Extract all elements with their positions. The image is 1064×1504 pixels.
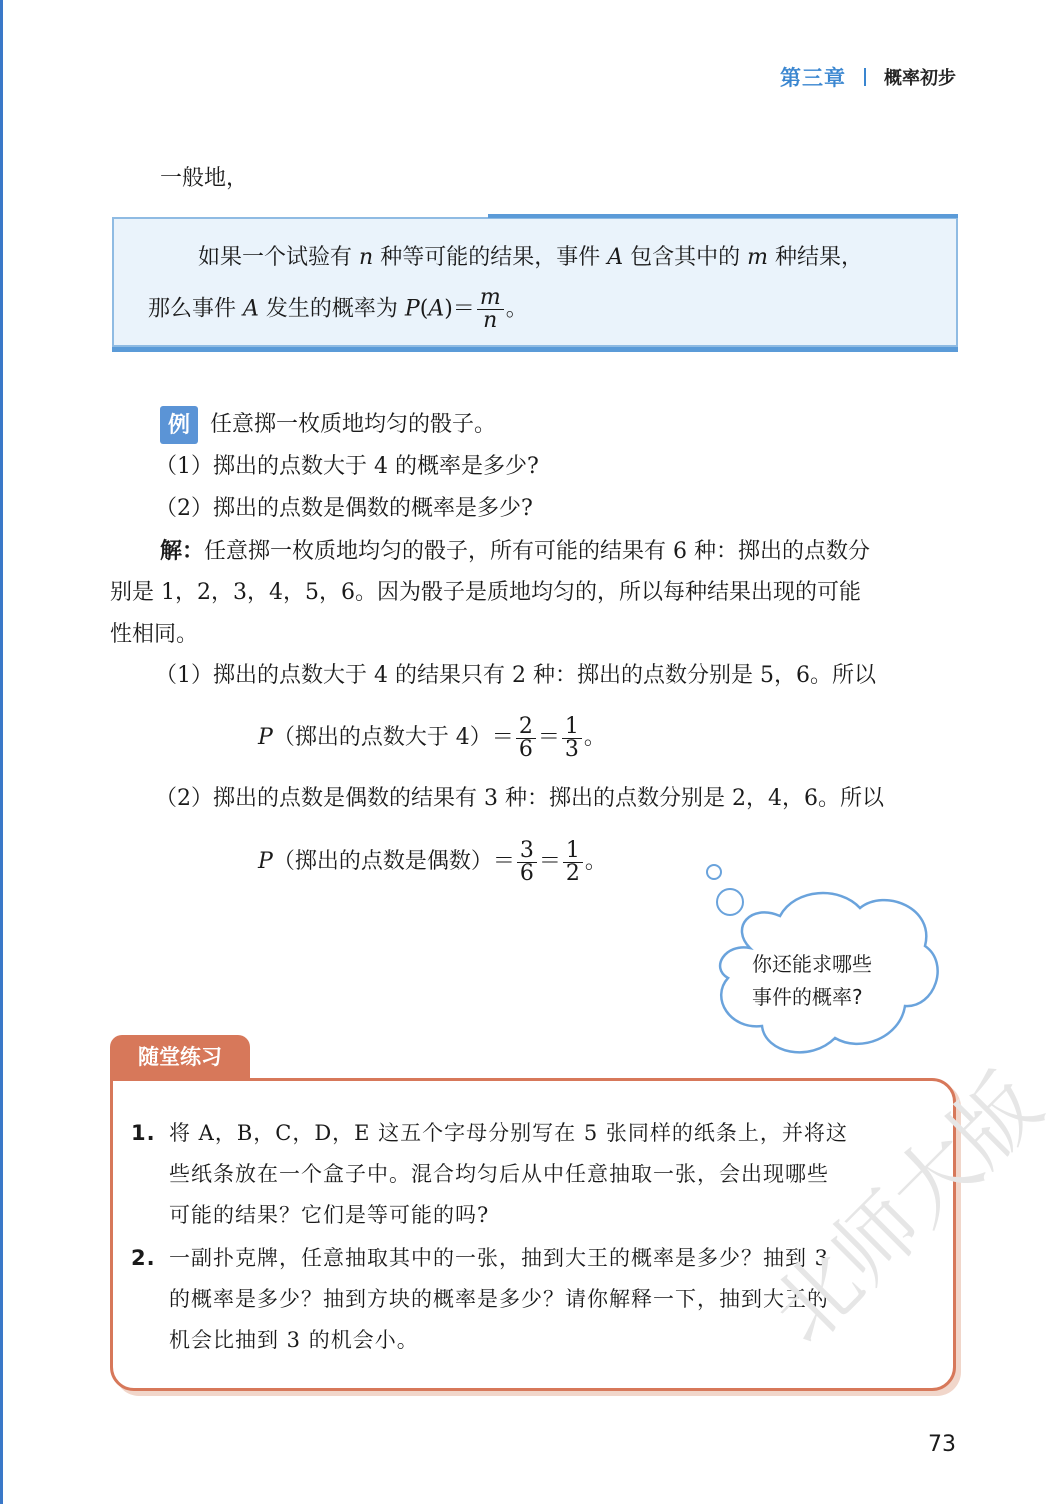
exercise-2-number: 2. [131, 1246, 156, 1270]
exercise-1-number: 1. [131, 1121, 156, 1145]
exercise-2-line-3: 机会比抽到 3 的机会小。 [169, 1328, 419, 1352]
example-question-1: （1）掷出的点数大于 4 的概率是多少? [155, 454, 539, 479]
solution-line-2: 别是 1，2，3，4，5，6。因为骰子是质地均匀的，所以每种结果出现的可能 [110, 580, 861, 605]
answer-1-equation: P（掷出的点数大于 4）＝ $\frac{2}{6}$ ＝ $\frac{1}{3}$ 。 [258, 713, 606, 762]
exercise-2-line-1: 一副扑克牌，任意抽取其中的一张，抽到大王的概率是多少？抽到 3 [169, 1246, 830, 1270]
definition-line-2: 那么事件 A 发生的概率为 P(A)＝ $\frac{m}{n}$ 。 [148, 285, 528, 333]
solution-line-1: 解：任意掷一枚质地均匀的骰子，所有可能的结果有 6 种：掷出的点数分 [160, 538, 871, 564]
header-divider [864, 68, 866, 86]
left-edge-rule [0, 0, 3, 1504]
example-question-2: （2）掷出的点数是偶数的概率是多少? [155, 496, 533, 521]
example-badge: 例 [160, 406, 198, 444]
example-title: 任意掷一枚质地均匀的骰子。 [210, 412, 497, 437]
intro-text: 一般地， [160, 166, 249, 191]
exercise-2-line-2: 的概率是多少？抽到方块的概率是多少？请你解释一下，抽到大王的 [169, 1287, 829, 1311]
chapter-subtitle: 概率初步 [884, 68, 956, 89]
exercise-1-line-3: 可能的结果？它们是等可能的吗? [169, 1203, 490, 1227]
exercise-1-line-1: 将 A，B，C，D，E 这五个字母分别写在 5 张同样的纸条上，并将这 [169, 1121, 848, 1145]
publisher-watermark: 北师大版 [752, 1055, 1060, 1363]
definition-box [112, 217, 958, 347]
answer-2-equation: P（掷出的点数是偶数）＝ $\frac{3}{6}$ ＝ $\frac{1}{2}$ 。 [258, 837, 607, 886]
probability-fraction: $\frac{m}{n}$ [477, 287, 504, 332]
answer-2-text: （2）掷出的点数是偶数的结果有 3 种：掷出的点数分别是 2，4，6。所以 [155, 786, 884, 811]
answer-1-text: （1）掷出的点数大于 4 的结果只有 2 种：掷出的点数分别是 5，6。所以 [155, 663, 876, 688]
bubble-text: 你还能求哪些 事件的概率? [752, 952, 872, 1009]
definition-line-1: 如果一个试验有 n 种等可能的结果，事件 A 包含其中的 m 种结果， [198, 245, 863, 270]
solution-line-3: 性相同。 [110, 622, 199, 647]
running-header [780, 62, 956, 92]
exercise-1-line-2: 些纸条放在一个盒子中。混合均匀后从中任意抽取一张，会出现哪些 [169, 1162, 829, 1186]
chapter-label: 第三章 [780, 66, 846, 90]
practice-title: 随堂练习 [110, 1035, 250, 1079]
page-number: 73 [928, 1432, 956, 1457]
